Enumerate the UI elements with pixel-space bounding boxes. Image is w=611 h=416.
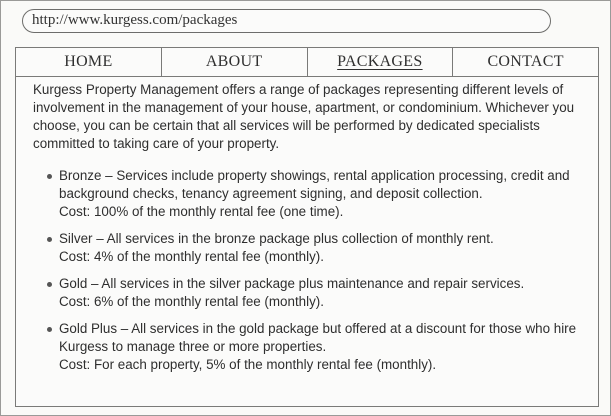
- package-gold-plus: [33, 320, 593, 374]
- nav-packages-label: PACKAGES: [337, 53, 423, 70]
- nav-about-label: ABOUT: [205, 53, 263, 70]
- package-description: Gold – All services in the silver package plus maintenance and repair services.: [59, 276, 525, 291]
- bullet-icon: [47, 174, 52, 179]
- package-gold: [33, 275, 593, 311]
- package-cost: Cost: For each property, 5% of the monthly rental fee (monthly).: [59, 357, 437, 372]
- address-bar-url: http://www.kurgess.com/packages: [32, 12, 238, 28]
- intro-paragraph: Kurgess Property Management offers a range of packages representing different levels of involvement in the management of your house, apartment, or condominium. Whichever you choose, you can be certain that all services will be performed by dedicated specialists committed to taking care of your property.: [33, 82, 575, 151]
- package-bronze: [33, 167, 593, 221]
- bullet-icon: [47, 282, 52, 287]
- nav-home-label: HOME: [64, 53, 113, 70]
- nav-contact-label: CONTACT: [487, 53, 564, 70]
- package-description: Bronze – Services include property showings, rental application processing, credit and background checks, tenancy agreement signing, and deposit collection.: [59, 168, 570, 201]
- main-content: [33, 81, 593, 383]
- nav-packages[interactable]: [308, 48, 454, 76]
- bullet-icon: [47, 327, 52, 332]
- package-cost: Cost: 100% of the monthly rental fee (one time).: [59, 204, 344, 219]
- package-list: [33, 167, 593, 374]
- nav-home[interactable]: [16, 48, 162, 76]
- nav-about[interactable]: [162, 48, 308, 76]
- address-bar[interactable]: [22, 9, 551, 33]
- nav-contact[interactable]: [453, 48, 598, 76]
- bullet-icon: [47, 237, 52, 242]
- package-cost: Cost: 6% of the monthly rental fee (monthly).: [59, 294, 324, 309]
- main-nav: [15, 47, 599, 77]
- package-description: Silver – All services in the bronze package plus collection of monthly rent.: [59, 231, 494, 246]
- package-cost: Cost: 4% of the monthly rental fee (monthly).: [59, 249, 324, 264]
- package-silver: [33, 230, 593, 266]
- package-description: Gold Plus – All services in the gold package but offered at a discount for those who hire Kurgess to manage three or more properties.: [59, 321, 577, 354]
